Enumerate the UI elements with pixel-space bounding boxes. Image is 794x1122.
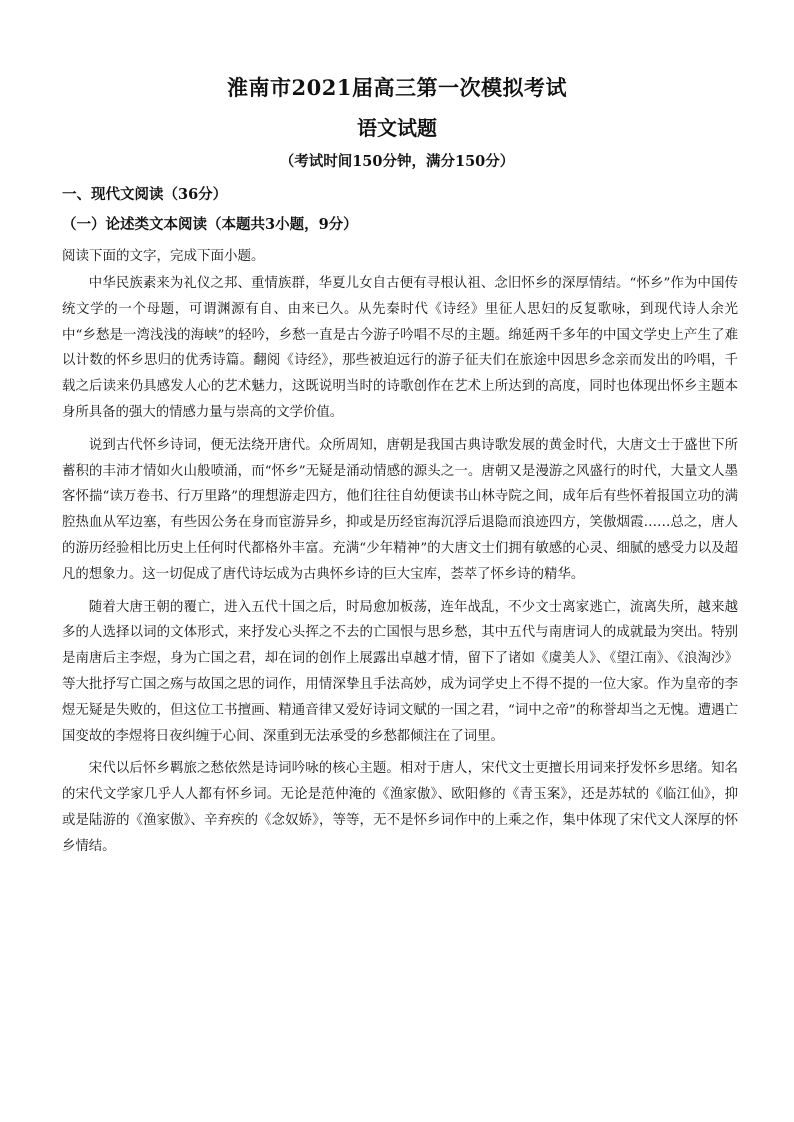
exam-title: 淮南市2021届高三第一次模拟考试 xyxy=(227,75,567,100)
subsection-heading: （一）论述类文本阅读（本题共3小题，9分） xyxy=(62,216,358,233)
reading-instruction: 阅读下面的文字，完成下面小题。 xyxy=(62,248,265,264)
subject-title: 语文试题 xyxy=(357,116,437,140)
passage-paragraph: 中华民族素来为礼仪之邦、重情族群，华夏儿女自古便有寻根认祖、念旧怀乡的深厚情结。“怀乡”作为中国传统文学的一个母题，可谓渊源有自、由来已久。从先秦时代《诗经》里征人思妇的反复歌咏，到现代诗人余光中“乡愁是一湾浅浅的海峡”的轻吟，乡愁一直是古今游子吟唱不尽的主题。绵延两千多年的中国文学史上产生了难以计数的怀乡思归的优秀诗篇。翻阅《诗经》，那些被迫远行的游子征夫们在旅途中因思乡念亲而发出的吟唱，千载之后读来仍具感发人心的艺术魅力，这既说明当时的诗歌创作在艺术上所达到的高度，同时也体现出怀乡主题本身所具备的强大的情感力量与崇高的文学价值。 xyxy=(62,276,738,420)
passage-paragraph: 说到古代怀乡诗词，便无法绕开唐代。众所周知，唐朝是我国古典诗歌发展的黄金时代，大唐文士于盛世下所蓄积的丰沛才情如火山般喷涌，而“怀乡”无疑是涌动情感的源头之一。唐朝又是漫游之风盛行的时代，大量文人墨客怀揣“读万卷书、行万里路”的理想游走四方，他们往往自幼便读书山林寺院之间，成年后有些怀着报国立功的满腔热血从军边塞，有些因公务在身而宦游异乡，抑或是历经宦海沉浮后退隐而浪迹四方，笑傲烟霞……总之，唐人的游历经验相比历史上任何时代都格外丰富。充满“少年精神”的大唐文士们拥有敏感的心灵、细腻的感受力以及超凡的想象力。这一切促成了唐代诗坛成为古典怀乡诗的巨大宝库，荟萃了怀乡诗的精华。 xyxy=(62,437,738,582)
passage-paragraph: 随着大唐王朝的覆亡，进入五代十国之后，时局愈加板荡，连年战乱，不少文士离家逃亡，流离失所，越来越多的人选择以词的文体形式，来抒发心头挥之不去的亡国恨与思乡愁，其中五代与南唐词人的成就最为突出。特别是南唐后主李煜，身为亡国之君，却在词的创作上展露出卓越才情，留下了诸如《虞美人》、《望江南》、《浪淘沙》等大批抒写亡国之殇与故国之思的词作，用情深挚且手法高妙，成为词学史上不得不提的一位大家。作为皇帝的李煜无疑是失败的，但这位工书擅画、精通音律又爱好诗词文赋的一国之君，“词中之帝”的称誉却当之无愧。遭遇亡国变故的李煜将日夜纠缠于心间、深重到无法承受的乡愁都倾注在了词里。 xyxy=(62,599,738,744)
section-heading: 一、现代文阅读（36分） xyxy=(62,186,228,203)
passage-paragraph: 宋代以后怀乡羁旅之愁依然是诗词吟咏的核心主题。相对于唐人，宋代文士更擅长用词来抒发怀乡思绪。知名的宋代文学家几乎人人都有怀乡词。无论是范仲淹的《渔家傲》、欧阳修的《青玉案》，还是苏轼的《临江仙》，抑或是陆游的《渔家傲》、辛弃疾的《念奴娇》，等等，无不是怀乡词作中的上乘之作，集中体现了宋代文人深厚的怀乡情结。 xyxy=(62,761,738,854)
reading-passage xyxy=(62,271,738,867)
exam-time-note: （考试时间150分钟，满分150分） xyxy=(279,153,515,170)
